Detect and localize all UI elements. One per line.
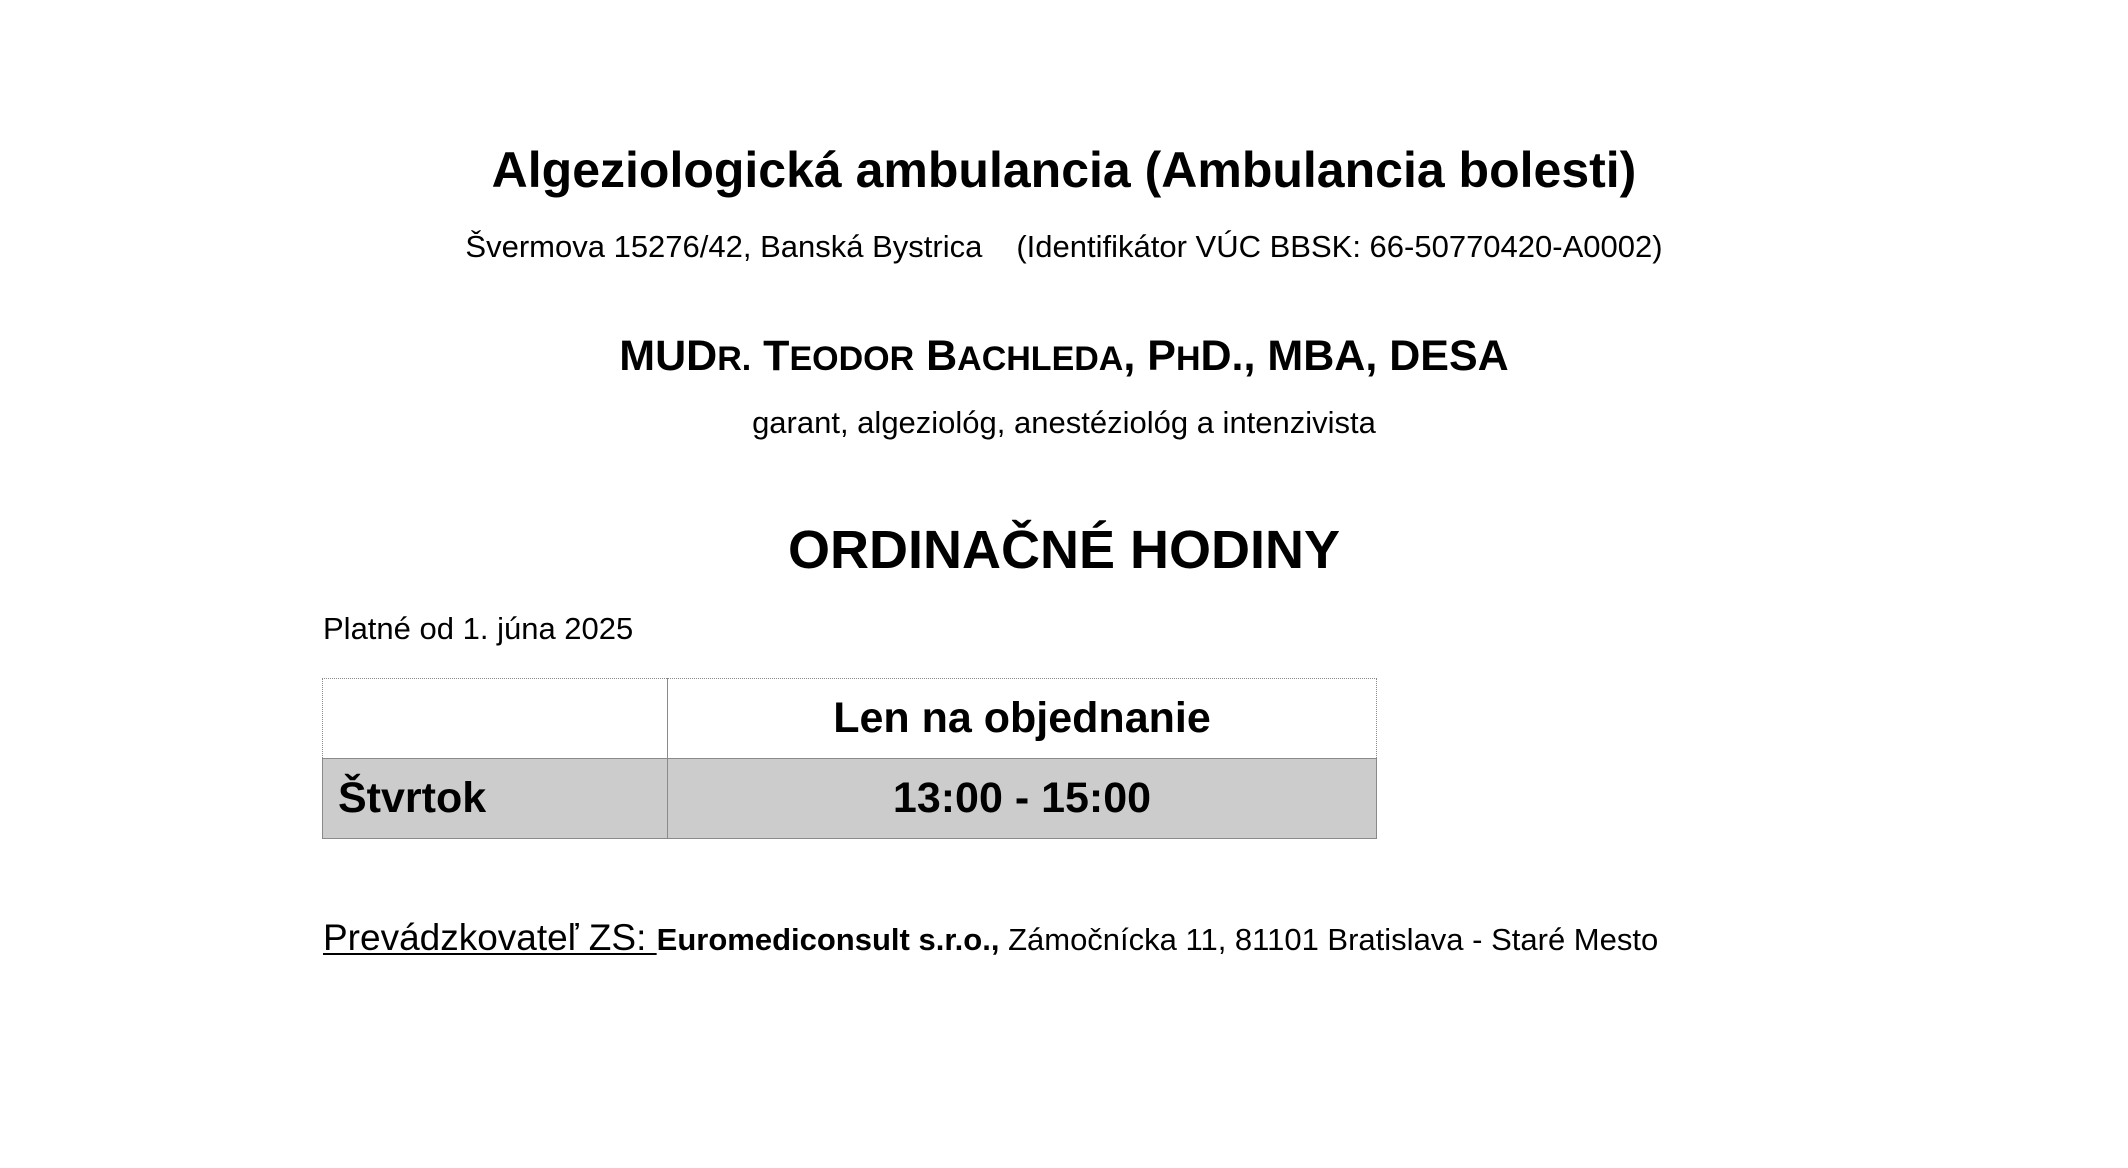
address-line bbox=[0, 226, 2128, 268]
schedule-table bbox=[322, 678, 1377, 839]
table-header-note: Len na objednanie bbox=[668, 679, 1377, 759]
doctor-name-part: R. bbox=[717, 340, 752, 378]
document-title: Algeziologická ambulancia (Ambulancia bolesti) bbox=[491, 142, 1637, 198]
doctor-name-part: B bbox=[914, 332, 958, 380]
operator-line bbox=[323, 912, 1658, 972]
doctor-name-part: H bbox=[1175, 340, 1201, 378]
clinic-address: Švermova 15276/42, Banská Bystrica bbox=[465, 229, 983, 264]
operator-address: Zámočnícka 11, 81101 Bratislava - Staré Mesto bbox=[999, 922, 1659, 957]
doctor-name-part: EODOR bbox=[789, 340, 915, 378]
doctor-name-part: ACHLEDA bbox=[957, 340, 1124, 378]
doctor-name-part: , P bbox=[1123, 332, 1176, 380]
doctor-name-part: T bbox=[751, 332, 790, 380]
table-header-row bbox=[323, 679, 1377, 759]
schedule-day: Štvrtok bbox=[323, 759, 668, 839]
table-row bbox=[323, 759, 1377, 839]
hours-heading: ORDINAČNÉ HODINY bbox=[787, 520, 1341, 580]
operator-label: Prevádzkovateľ ZS: bbox=[323, 917, 657, 958]
valid-from-date: Platné od 1. júna 2025 bbox=[323, 611, 634, 646]
doctor-name-part: MUD bbox=[619, 332, 718, 380]
doctor-name-part: D., MBA, DESA bbox=[1200, 332, 1509, 380]
doctor-name bbox=[0, 328, 2128, 387]
table-header-empty-cell bbox=[323, 679, 668, 759]
operator-company: Euromediconsult s.r.o., bbox=[656, 922, 1000, 957]
doctor-role: garant, algeziológ, anestéziológ a intenzivista bbox=[752, 405, 1376, 440]
clinic-identifier: (Identifikátor VÚC BBSK: 66-50770420-A0002) bbox=[1016, 229, 1663, 264]
schedule-time: 13:00 - 15:00 bbox=[668, 759, 1377, 839]
